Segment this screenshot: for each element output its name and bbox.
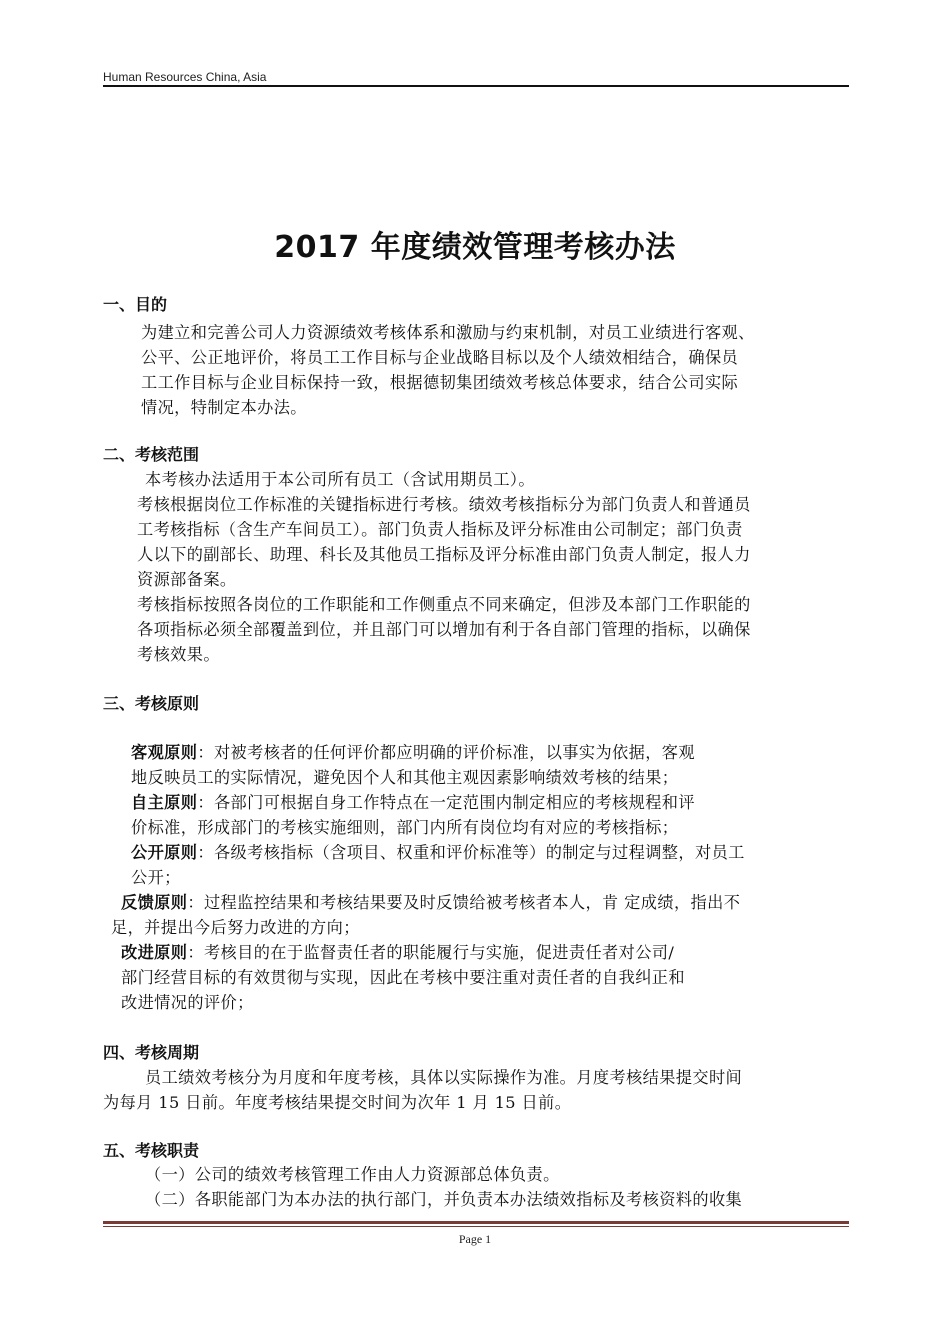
paragraph-line: 资源部备案。 xyxy=(137,570,237,589)
header-rule xyxy=(103,85,849,87)
principle-label: 公开原则 xyxy=(131,843,198,862)
paragraph-line: 部门经营目标的有效贯彻与实现，因此在考核中要注重对责任者的自我纠正和 xyxy=(121,968,685,987)
section-heading-principles: 三、考核原则 xyxy=(103,694,200,713)
section-heading-purpose: 一、目的 xyxy=(103,295,168,314)
paragraph-line: 为建立和完善公司人力资源绩效考核体系和激励与约束机制，对员工业绩进行客观、 xyxy=(141,323,755,342)
paragraph-line: 地反映员工的实际情况，避免因个人和其他主观因素影响绩效考核的结果； xyxy=(131,768,679,787)
paragraph-line: 考核根据岗位工作标准的关键指标进行考核。绩效考核指标分为部门负责人和普通员 xyxy=(137,495,751,514)
principle-label: 自主原则 xyxy=(131,793,198,812)
principle-label: 改进原则 xyxy=(121,943,188,962)
paragraph-line: 考核效果。 xyxy=(137,645,220,664)
section-heading-cycle: 四、考核周期 xyxy=(103,1043,200,1062)
footer-rule-thin xyxy=(103,1226,849,1227)
principle-improvement xyxy=(121,939,674,963)
paragraph-line: 本考核办法适用于本公司所有员工（含试用期员工）。 xyxy=(145,470,535,489)
footer-rule xyxy=(103,1221,849,1224)
paragraph-line: 考核指标按照各岗位的工作职能和工作侧重点不同来确定，但涉及本部门工作职能的 xyxy=(137,595,751,614)
paragraph-line: 情况，特制定本办法。 xyxy=(141,398,307,417)
principle-text: ：考核目的在于监督责任者的职能履行与实施，促进责任者对公司/ xyxy=(187,943,675,962)
paragraph-line: 价标准，形成部门的考核实施细则，部门内所有岗位均有对应的考核指标； xyxy=(131,818,679,837)
paragraph-line: （一）公司的绩效考核管理工作由人力资源部总体负责。 xyxy=(145,1165,560,1184)
paragraph-line: 公平、公正地评价，将员工工作目标与企业战略目标以及个人绩效相结合，确保员 xyxy=(141,348,739,367)
principle-feedback xyxy=(121,889,740,913)
paragraph-line: 工考核指标（含生产车间员工）。部门负责人指标及评分标准由公司制定；部门负责 xyxy=(137,520,743,539)
page-number: Page 1 xyxy=(458,1232,492,1246)
paragraph-line: 改进情况的评价； xyxy=(121,993,254,1012)
principle-text: ：各部门可根据自身工作特点在一定范围内制定相应的考核规程和评 xyxy=(197,793,695,812)
section-heading-duties: 五、考核职责 xyxy=(103,1141,200,1160)
principle-label: 客观原则 xyxy=(131,743,198,762)
paragraph-line: 足，并提出今后努力改进的方向； xyxy=(111,918,360,937)
principle-text: ：过程监控结果和考核结果要及时反馈给被考核者本人，肯 定成绩，指出不 xyxy=(187,893,741,912)
principle-objective xyxy=(131,739,695,763)
principle-text: ：对被考核者的任何评价都应明确的评价标准，以事实为依据，客观 xyxy=(197,743,695,762)
paragraph-line: 人以下的副部长、助理、科长及其他员工指标及评分标准由部门负责人制定，报人力 xyxy=(137,545,751,564)
principle-autonomy xyxy=(131,789,695,813)
paragraph-line: 各项指标必须全部覆盖到位，并且部门可以增加有利于各自部门管理的指标，以确保 xyxy=(137,620,751,639)
paragraph-line: 员工绩效考核分为月度和年度考核，具体以实际操作为准。月度考核结果提交时间 xyxy=(145,1068,743,1087)
running-header: Human Resources China, Asia xyxy=(103,70,267,84)
principle-text: ：各级考核指标（含项目、权重和评价标准等）的制定与过程调整，对员工 xyxy=(197,843,745,862)
paragraph-line: 为每月 15 日前。年度考核结果提交时间为次年 1 月 15 日前。 xyxy=(103,1093,572,1112)
paragraph-line: 工工作目标与企业目标保持一致，根据德韧集团绩效考核总体要求，结合公司实际 xyxy=(141,373,739,392)
paragraph-line: （二）各职能部门为本办法的执行部门，并负责本办法绩效指标及考核资料的收集 xyxy=(145,1190,743,1209)
principle-label: 反馈原则 xyxy=(121,893,188,912)
principle-openness xyxy=(131,839,745,863)
paragraph-line: 公开； xyxy=(131,868,181,887)
section-heading-scope: 二、考核范围 xyxy=(103,445,200,464)
document-title: 2017 年度绩效管理考核办法 xyxy=(274,230,676,265)
